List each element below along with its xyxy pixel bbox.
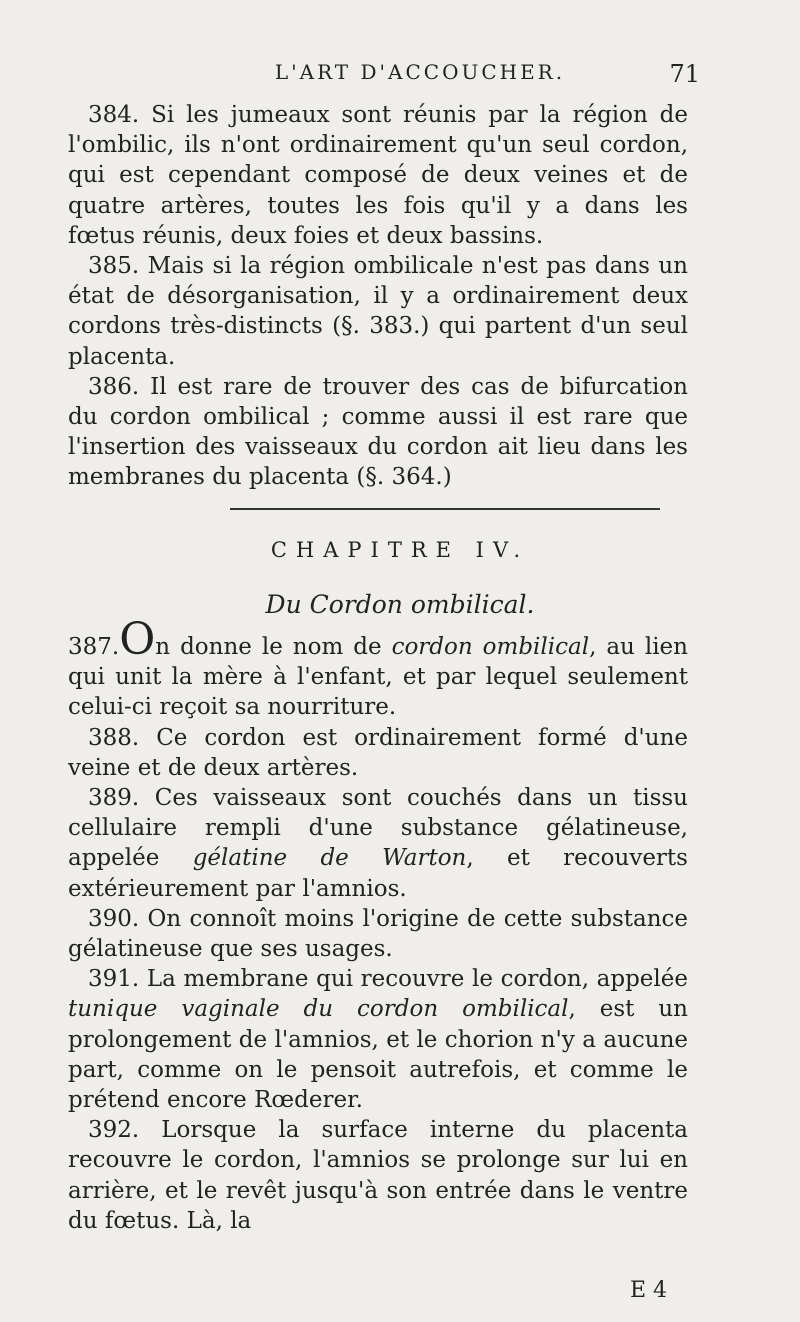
paragraph-number: 384. bbox=[88, 102, 140, 128]
paragraph-389 bbox=[68, 783, 688, 904]
page-number: 71 bbox=[669, 60, 700, 88]
paragraph-392 bbox=[68, 1115, 688, 1236]
paragraph-text: , est un prolongement de l'amnios, et le chorion n'y a aucune part, comme on le pensoit autrefois, et comme le prétend encore Rœderer. bbox=[68, 996, 688, 1114]
paragraph-text: n donne le nom de bbox=[155, 634, 392, 660]
paragraph-text: Lorsque la surface interne du placenta recouvre le cordon, l'amnios se prolonge sur lui en arrière, et le revêt jusqu'à son entrée dans le ventre du fœtus. Là, la bbox=[68, 1117, 688, 1234]
paragraph-number: 387. bbox=[68, 634, 120, 660]
paragraph-number: 388. bbox=[88, 724, 140, 751]
page-header bbox=[200, 60, 700, 94]
paragraph-385 bbox=[68, 251, 688, 372]
chapter-heading: CHAPITRE IV. bbox=[270, 538, 530, 562]
paragraph-number: 386. bbox=[88, 373, 140, 400]
section-twins bbox=[68, 100, 688, 493]
running-title: L'ART D'ACCOUCHER. bbox=[274, 60, 566, 84]
paragraph-number: 389. bbox=[88, 785, 140, 812]
paragraph-390 bbox=[68, 904, 688, 964]
paragraph-text: La membrane qui recouvre le cordon, appelée bbox=[146, 966, 689, 993]
paragraph-text: On connoît moins l'origine de cette substance gélatineuse que ses usages. bbox=[68, 905, 689, 963]
paragraph-388 bbox=[68, 723, 688, 783]
chapter-subtitle: Du Cordon ombilical. bbox=[265, 590, 535, 619]
paragraph-387 bbox=[68, 614, 688, 723]
paragraph-text: Ce cordon est ordinairement formé d'une veine et de deux artères. bbox=[68, 724, 688, 781]
italic-term: tunique vaginale du cordon ombilical bbox=[68, 996, 569, 1023]
paragraph-391 bbox=[68, 964, 688, 1115]
paragraph-text: Il est rare de trouver des cas de bifurcation du cordon ombilical ; comme aussi il est rare que l'insertion des vaisseaux du cordon ait lieu dans les membranes du placenta (§. 364.) bbox=[68, 373, 688, 491]
drop-cap: O bbox=[119, 614, 156, 665]
paragraph-text: Si les jumeaux sont réunis par la région de l'ombilic, ils n'ont ordinairement qu'un seul cordon, qui est cependant composé de deux veines et de quatre artères, toutes les fois qu'il y a dans les fœtus réunis, deux foies et deux bassins. bbox=[68, 102, 689, 249]
section-umbilical-cord bbox=[68, 614, 689, 1236]
paragraph-text: Mais si la région ombilicale n'est pas dans un état de désorganisation, il y a ordinairement deux cordons très-distincts (§. 383.) qui partent d'un seul placenta. bbox=[68, 253, 688, 370]
paragraph-text: Ces vaisseaux sont couchés dans un tissu cellulaire rempli d'une substance gélatineuse, appelée bbox=[68, 785, 688, 872]
section-divider bbox=[230, 508, 660, 510]
italic-term: cordon ombilical bbox=[391, 634, 590, 660]
italic-term: gélatine de Warton bbox=[192, 845, 467, 872]
paragraph-text: , au lien qui unit la mère à l'enfant, et par lequel seulement celui-ci reçoit sa nourriture. bbox=[68, 634, 688, 721]
signature-mark: E 4 bbox=[630, 1278, 668, 1303]
paragraph-number: 390. bbox=[88, 905, 140, 932]
paragraph-384 bbox=[68, 100, 688, 251]
paragraph-number: 391. bbox=[88, 966, 140, 993]
paragraph-number: 385. bbox=[88, 253, 140, 280]
paragraph-number: 392. bbox=[88, 1117, 140, 1144]
paragraph-386 bbox=[68, 372, 688, 493]
paragraph-text: , et recouverts extérieurement par l'amnios. bbox=[68, 845, 688, 902]
